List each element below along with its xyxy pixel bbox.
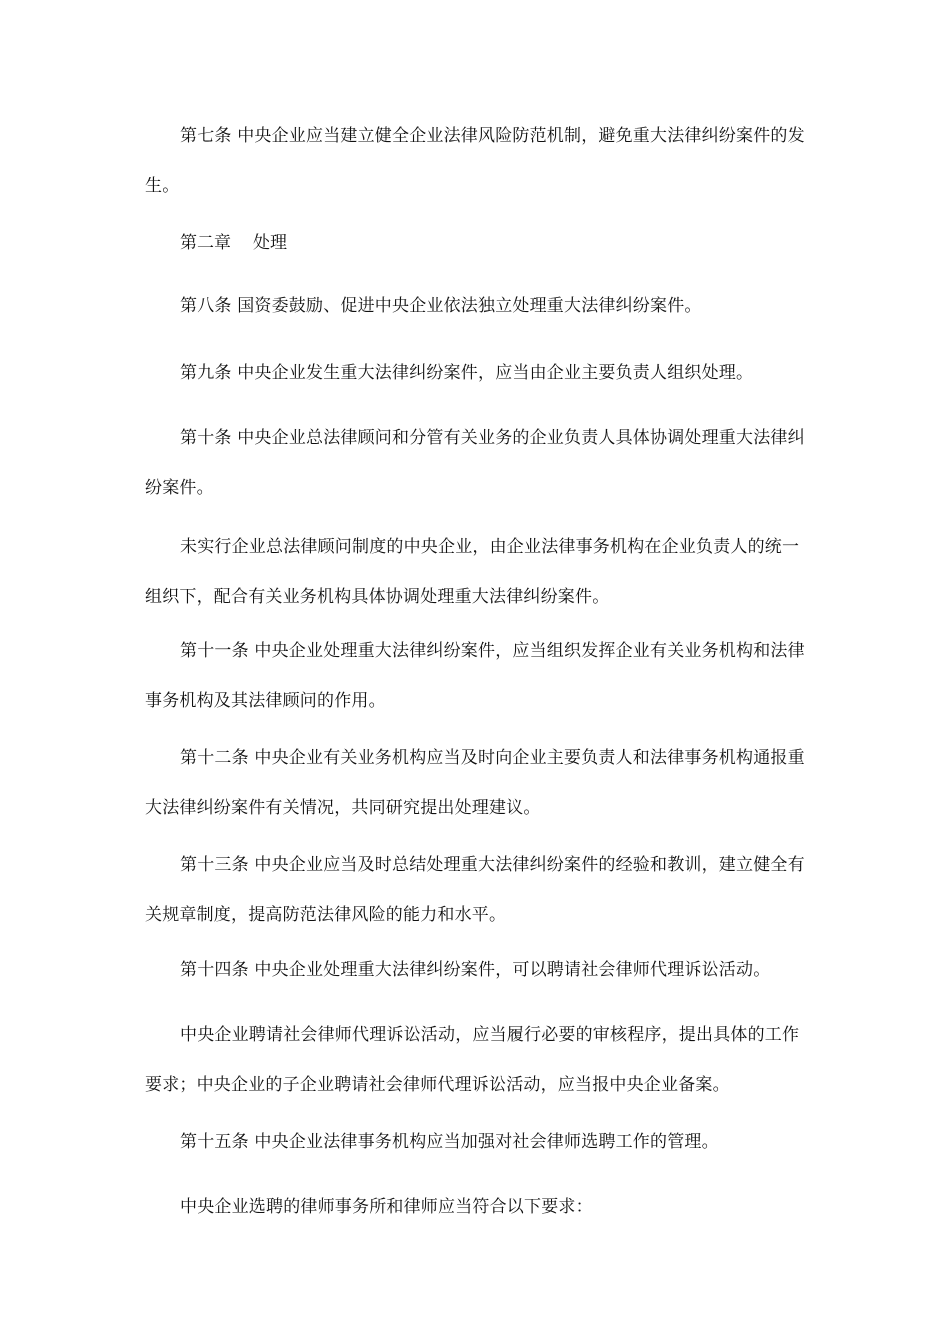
article-9: 第九条 中央企业发生重大法律纠纷案件，应当由企业主要负责人组织处理。 [180,363,754,383]
article-14-paragraph-2: 中央企业聘请社会律师代理诉讼活动，应当履行必要的审核程序，提出具体的工作要求；中央企业的子企业聘请社会律师代理诉讼活动，应当报中央企业备案。 [145,1025,800,1095]
article-13: 第十三条 中央企业应当及时总结处理重大法律纠纷案件的经验和教训，建立健全有关规章制度，提高防范法律风险的能力和水平。 [145,855,805,925]
article-14: 第十四条 中央企业处理重大法律纠纷案件，可以聘请社会律师代理诉讼活动。 [180,960,771,980]
article-15: 第十五条 中央企业法律事务机构应当加强对社会律师选聘工作的管理。 [180,1132,719,1152]
chapter-number: 第二章 [180,233,231,253]
article-10-paragraph-2: 未实行企业总法律顾问制度的中央企业，由企业法律事务机构在企业负责人的统一组织下，配合有关业务机构具体协调处理重大法律纠纷案件。 [145,537,800,607]
chapter-heading [145,218,815,268]
article-15-paragraph-2: 中央企业选聘的律师事务所和律师应当符合以下要求： [180,1197,593,1217]
article-12: 第十二条 中央企业有关业务机构应当及时向企业主要负责人和法律事务机构通报重大法律纠纷案件有关情况，共同研究提出处理建议。 [145,748,805,818]
article-10: 第十条 中央企业总法律顾问和分管有关业务的企业负责人具体协调处理重大法律纠纷案件。 [145,428,805,498]
article-11: 第十一条 中央企业处理重大法律纠纷案件，应当组织发挥企业有关业务机构和法律事务机构及其法律顾问的作用。 [145,641,805,711]
article-8: 第八条 国资委鼓励、促进中央企业依法独立处理重大法律纠纷案件。 [180,296,702,316]
chapter-title: 处理 [253,233,287,253]
article-7: 第七条 中央企业应当建立健全企业法律风险防范机制，避免重大法律纠纷案件的发生。 [145,126,805,196]
